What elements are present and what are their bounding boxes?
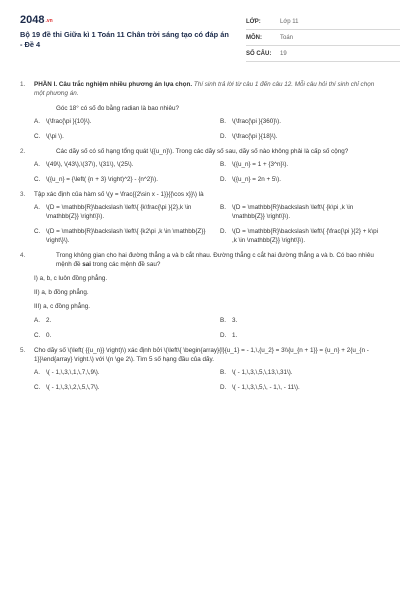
option-letter: D.	[220, 133, 227, 140]
option-letter: D.	[220, 384, 227, 391]
question-text: Tập xác định của hàm số \(y = \frac{{2\sin x - 1}}{{\cos x}}\) là	[34, 191, 204, 198]
option-letter: D.	[220, 176, 227, 183]
option-text: \( - 1,\,3,\,1,\,7,\,9\).	[46, 369, 100, 376]
question-1	[20, 104, 384, 141]
option-letter: A.	[34, 317, 40, 324]
option-text: 3.	[232, 317, 238, 324]
part-heading	[20, 80, 384, 98]
option-a[interactable]	[34, 368, 220, 377]
document-title: Bộ 19 đề thi Giữa kì 1 Toán 11 Chân trời sáng tạo có đáp án - Đề 4	[20, 30, 229, 49]
question-text	[34, 251, 384, 269]
option-letter: A.	[34, 204, 40, 211]
option-text: \( - 1,\,3,\,5,\, - 1,\, - 11\).	[232, 384, 300, 391]
option-text: \(\frac{\pi }{10}\).	[46, 118, 92, 125]
option-letter: C.	[34, 133, 41, 140]
question-4	[20, 251, 384, 340]
question-number: 2.	[20, 148, 26, 155]
option-b[interactable]	[220, 368, 384, 377]
option-letter: B.	[220, 118, 226, 125]
option-letter: A.	[34, 369, 40, 376]
option-text: 1.	[232, 332, 238, 339]
statement: II) a, b đồng phẳng.	[34, 289, 89, 296]
option-b[interactable]	[220, 117, 384, 126]
option-letter: B.	[220, 204, 226, 211]
option-text: 2.	[46, 317, 52, 324]
exam-content	[20, 80, 384, 398]
meta-table	[246, 14, 400, 62]
meta-key: SỐ CÂU:	[246, 50, 272, 57]
meta-row-subject	[246, 30, 400, 46]
question-text-part: Trong không gian cho hai đường thẳng a và b cắt nhau. Đường thẳng c cắt hai đường thẳng a và b. Có bao nhiêu mệnh đề	[56, 252, 374, 268]
option-d[interactable]	[220, 132, 384, 141]
option-c[interactable]	[34, 132, 220, 141]
part-instructions: Thí sinh trả lời từ câu 1 đến câu 12. Mỗi câu hỏi thí sinh chỉ chọn một phương án.	[34, 81, 375, 97]
logo-domain: .vn	[45, 18, 53, 24]
question-5	[20, 346, 384, 392]
options	[34, 316, 384, 340]
meta-key: LỚP:	[246, 18, 261, 25]
option-letter: C.	[34, 384, 41, 391]
part-title: PHẦN I. Câu trắc nghiệm nhiều phương án lựa chọn.	[34, 81, 193, 88]
option-c[interactable]	[34, 227, 220, 245]
question-number: 3.	[20, 191, 26, 198]
option-letter: A.	[34, 161, 40, 168]
option-letter: B.	[220, 369, 226, 376]
meta-row-class	[246, 14, 400, 30]
option-c[interactable]	[34, 331, 220, 340]
option-letter: D.	[220, 228, 227, 235]
question-text-part: trong các mệnh đề sau?	[91, 261, 161, 268]
option-b[interactable]	[220, 203, 384, 221]
options	[34, 160, 384, 184]
question-2	[20, 147, 384, 184]
option-text: \(49\), \(43\),\(37\), \(31\), \(25\).	[46, 161, 134, 168]
option-letter: A.	[34, 118, 40, 125]
option-text: \({u_n} = 1 + {3^n}\).	[232, 161, 289, 168]
option-b[interactable]	[220, 316, 384, 325]
option-text: \(\frac{\pi }{18}\).	[232, 133, 278, 140]
question-text: Các dãy số có số hạng tổng quát \({u_n}\). Trong các dãy số sau, dãy số nào không phải là cấp số cộng?	[56, 148, 349, 155]
option-letter: C.	[34, 332, 41, 339]
option-text: \(D = \mathbb{R}\backslash \left\{ {\frac{\pi }{2} + k\pi ,k \in \mathbb{Z}} \right\}\).	[232, 228, 378, 244]
meta-row-count	[246, 46, 400, 62]
question-number: 4.	[20, 252, 26, 259]
option-a[interactable]	[34, 117, 220, 126]
option-letter: C.	[34, 228, 41, 235]
option-text: \( - 1,\,3,\,5,\,13,\,31\).	[232, 369, 293, 376]
options	[34, 117, 384, 141]
option-letter: C.	[34, 176, 41, 183]
option-letter: D.	[220, 332, 227, 339]
option-c[interactable]	[34, 175, 220, 184]
meta-key: MÔN:	[246, 34, 262, 41]
option-text: 0.	[46, 332, 52, 339]
option-c[interactable]	[34, 383, 220, 392]
option-a[interactable]	[34, 203, 220, 221]
options	[34, 203, 384, 245]
option-letter: B.	[220, 317, 226, 324]
statement: III) a, c đồng phẳng.	[34, 303, 91, 310]
option-a[interactable]	[34, 160, 220, 169]
option-b[interactable]	[220, 160, 384, 169]
emphasis-word: sai	[82, 261, 92, 268]
option-text: \(\pi \).	[46, 133, 64, 140]
option-d[interactable]	[220, 383, 384, 392]
option-d[interactable]	[220, 175, 384, 184]
site-logo[interactable]	[20, 14, 53, 26]
option-d[interactable]	[220, 227, 384, 245]
meta-value: 19	[280, 50, 287, 57]
option-text: \(D = \mathbb{R}\backslash \left\{ {k2\pi ,k \in \mathbb{Z}} \right\}\).	[46, 228, 206, 244]
header	[20, 14, 384, 60]
option-text: \(D = \mathbb{R}\backslash \left\{ {k\pi ,k \in \mathbb{Z}} \right\}\).	[232, 204, 354, 220]
option-letter: B.	[220, 161, 226, 168]
option-text: \( - 1,\,3,\,2,\,5,\,7\).	[46, 384, 100, 391]
options	[34, 368, 384, 392]
part-number: 1.	[20, 81, 26, 88]
option-text: \({u_n} = 2n + 5\).	[232, 176, 282, 183]
option-text: \({u_n} = {\left( {n + 3} \right)^2} - {n^2}\).	[46, 176, 158, 183]
statement: I) a, b, c luôn đồng phẳng.	[34, 275, 108, 282]
question-text: Cho dãy số \(\left( {{u_n}} \right)\) xác định bởi \(\left\{ \begin{array}{l}{u_1} = - 1,\,{u_2} = 3\\{u_{n + 1}} = {u_n} + 2{u_{n - 1}}\end{array} \right.\) với \(n \ge 2\). Tìm 5 số hạng đầu của dãy.	[34, 347, 369, 363]
question-3	[20, 190, 384, 245]
option-a[interactable]	[34, 316, 220, 325]
logo-text: 2048	[20, 14, 45, 26]
option-d[interactable]	[220, 331, 384, 340]
option-text: \(D = \mathbb{R}\backslash \left\{ {k\frac{\pi }{2},k \in \mathbb{Z}} \right\}\).	[46, 204, 192, 220]
meta-value: Lớp 11	[280, 18, 299, 25]
question-number: 5.	[20, 347, 26, 354]
option-text: \(\frac{\pi }{360}\).	[232, 118, 282, 125]
meta-value: Toán	[280, 34, 294, 41]
question-text: Góc 18° có số đo bằng radian là bao nhiêu?	[56, 105, 179, 112]
